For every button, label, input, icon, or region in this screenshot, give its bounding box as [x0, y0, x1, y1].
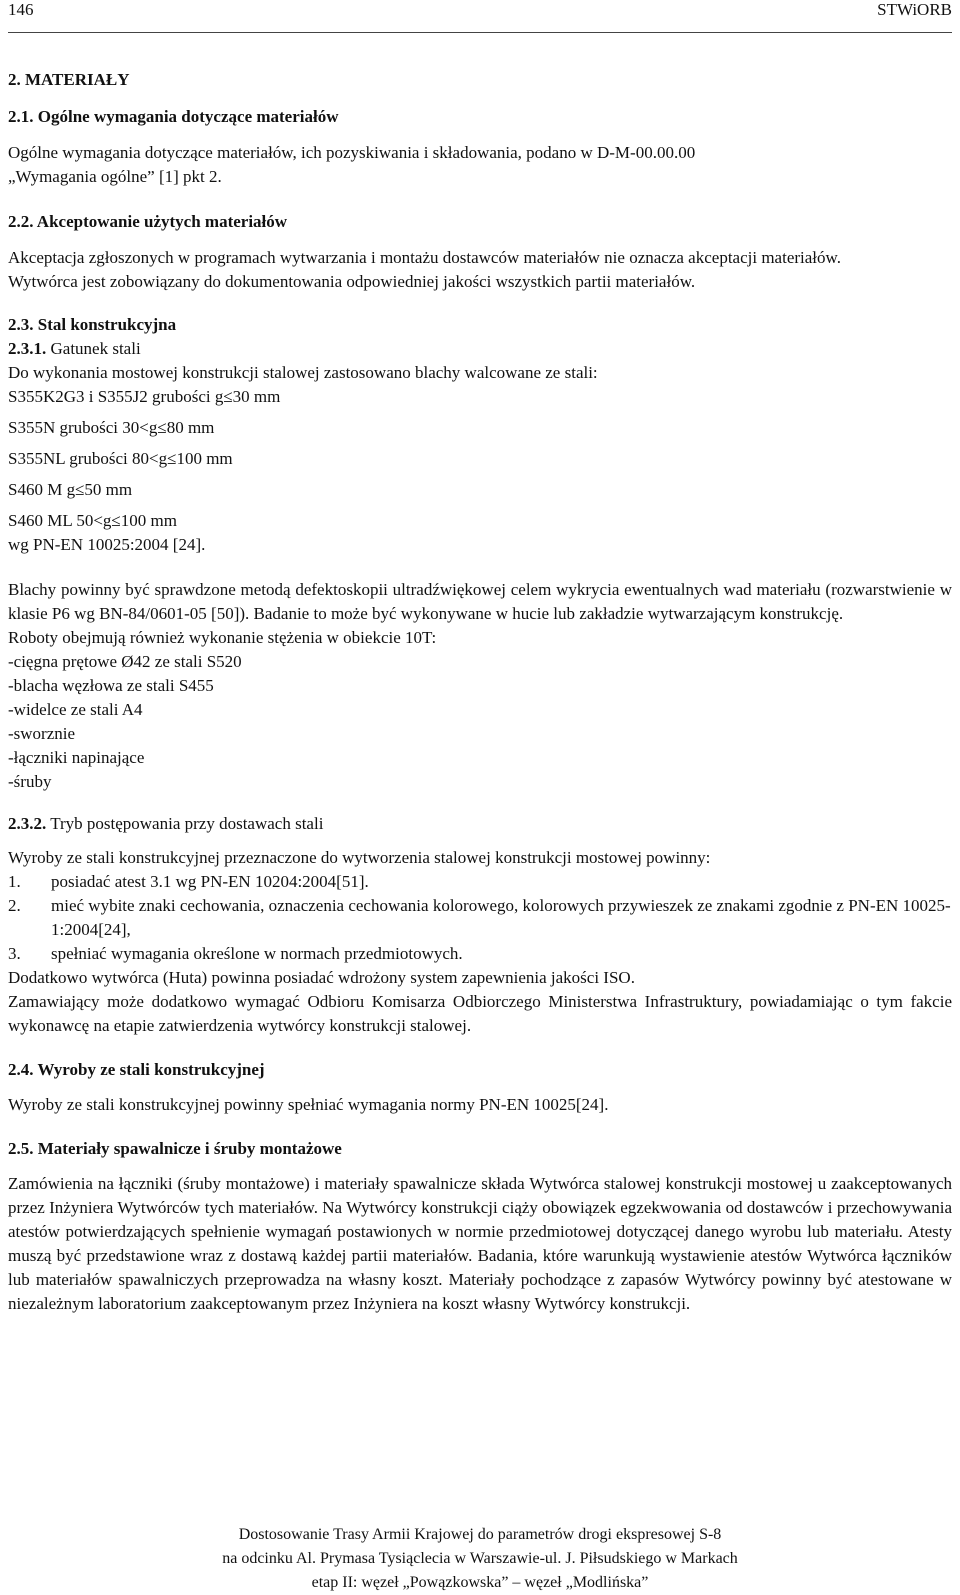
paragraph-general-requirements-ref: „Wymagania ogólne” [1] pkt 2. [8, 167, 222, 186]
section-heading-2: 2. MATERIAŁY [8, 70, 130, 89]
subsection-title: Tryb postępowania przy dostawach stali [50, 814, 324, 833]
list-item-text: mieć wybite znaki cechowania, oznaczenia cechowania kolorowego, kolorowych przywieszek ze znakami zgodnie z PN-EN 10025-1:2004[24], [51, 896, 951, 939]
footer-line: Dostosowanie Trasy Armii Krajowej do parametrów drogi ekspresowej S-8 [238, 1526, 722, 1543]
list-item-text: spełniać wymagania określone w normach przedmiotowych. [51, 944, 463, 963]
paragraph-acceptance: Akceptacja zgłoszonych w programach wytwarzania i montażu dostawców materiałów nie oznacza akceptacji materiałów. [8, 248, 841, 267]
paragraph-iso-system: Dodatkowo wytwórca (Huta) powinna posiadać wdrożony system zapewnienia jakości ISO. [8, 968, 635, 987]
steel-standard-reference: wg PN-EN 10025:2004 [24]. [8, 535, 206, 554]
list-item-number: 3. [8, 944, 21, 963]
steel-grade-item: S355NL grubości 80<g≤100 mm [8, 449, 233, 468]
subsection-heading-2-3-2 [8, 812, 952, 836]
section-heading-2-1: 2.1. Ogólne wymagania dotyczące materiałów [8, 107, 339, 126]
bracing-item: -widelce ze stali A4 [8, 700, 143, 719]
list-item [8, 942, 952, 966]
page-header [8, 0, 952, 33]
paragraph-structural-steel-products: Wyroby ze stali konstrukcyjnej powinny spełniać wymagania normy PN-EN 10025[24]. [8, 1095, 609, 1114]
list-item-number: 2. [8, 896, 21, 915]
page-content [8, 68, 952, 1316]
section-heading-2-5: 2.5. Materiały spawalnicze i śruby montażowe [8, 1139, 342, 1158]
section-heading-2-3: 2.3. Stal konstrukcyjna [8, 315, 177, 334]
list-item [8, 894, 952, 942]
requirements-list [8, 870, 952, 966]
page-number: 146 [8, 0, 34, 19]
list-item-text: posiadać atest 3.1 wg PN-EN 10204:2004[51]. [51, 872, 369, 891]
footer-line: na odcinku Al. Prymasa Tysiąclecia w Warszawie-ul. J. Piłsudskiego w Markach [222, 1550, 738, 1567]
paragraph-steel-intro: Do wykonania mostowej konstrukcji stalowej zastosowano blachy walcowane ze stali: [8, 363, 598, 382]
section-heading-2-4: 2.4. Wyroby ze stali konstrukcyjnej [8, 1060, 265, 1079]
paragraph-welding-materials: Zamówienia na łączniki (śruby montażowe) i materiały spawalnicze składa Wytwórca stalowej konstrukcji mostowej u zaakceptowanych przez Inżyniera Wytwórców tych materiałów. Na Wytwórcy konstrukcji ciąży obowiązek egzekwowania od dostawców i przechowywania atestów potwierdzających spełnienie wymagań postawionych w normie przedmiotowej dotyczącej danego wyrobu lub materiału. Atesty muszą być przedstawione wraz z dostawą każdej partii materiałów. Badania, które warunkują wystawienie atestów Wytwórca łączników lub materiałów spawalniczych przeprowadza na własny koszt. Materiały pochodzące z zapasów Wytwórcy powinny być atestowane w niezależnym laboratorium zaakceptowanym przez Inżyniera na koszt własny Wytwórcy konstrukcji. [8, 1174, 952, 1313]
footer-line: etap II: węzeł „Powązkowska” – węzeł „Modlińska” [311, 1574, 649, 1591]
subsection-heading-2-3-1 [8, 337, 952, 361]
subsection-title: Gatunek stali [50, 339, 141, 358]
paragraph-ultrasonic-testing: Blachy powinny być sprawdzone metodą defektoskopii ultradźwiękowej celem wykrycia ewentualnych wad materiału (rozwarstwienie w klasie P6 wg BN-84/0601-05 [50]). Badanie to może być wykonywane w hucie lub zakładzie wytwarzającym konstrukcję. [8, 580, 952, 623]
page-footer [0, 1523, 960, 1595]
steel-grade-item: S460 M g≤50 mm [8, 480, 133, 499]
steel-grade-item: S355N grubości 30<g≤80 mm [8, 418, 215, 437]
steel-grade-item: S355K2G3 i S355J2 grubości g≤30 mm [8, 387, 281, 406]
section-heading-2-2: 2.2. Akceptowanie użytych materiałów [8, 212, 288, 231]
paragraph-bracing-works: Roboty obejmują również wykonanie stężenia w obiekcie 10T: [8, 628, 437, 647]
list-item [8, 870, 952, 894]
list-item-number: 1. [8, 872, 21, 891]
steel-grade-item: S460 ML 50<g≤100 mm [8, 511, 177, 530]
subsection-number: 2.3.2. [8, 814, 47, 833]
paragraph-steel-products-requirements: Wyroby ze stali konstrukcyjnej przeznaczone do wytworzenia stalowej konstrukcji mostowej powinny: [8, 848, 711, 867]
bracing-item: -łączniki napinające [8, 748, 145, 767]
paragraph-manufacturer-duty: Wytwórca jest zobowiązany do dokumentowania odpowiedniej jakości wszystkich partii materiałów. [8, 272, 696, 291]
bracing-item: -cięgna prętowe Ø42 ze stali S520 [8, 652, 242, 671]
bracing-item: -blacha węzłowa ze stali S455 [8, 676, 214, 695]
paragraph-general-requirements: Ogólne wymagania dotyczące materiałów, ich pozyskiwania i składowania, podano w D-M-00.00.00 [8, 143, 696, 162]
paragraph-ministry-inspection: Zamawiający może dodatkowo wymagać Odbioru Komisarza Odbiorczego Ministerstwa Infrastruktury, powiadamiając o tym fakcie wykonawcę na etapie zatwierdzenia wytwórcy konstrukcji stalowej. [8, 992, 952, 1035]
subsection-number: 2.3.1. [8, 339, 47, 358]
bracing-item: -śruby [8, 772, 52, 791]
document-code: STWiORB [877, 0, 952, 19]
bracing-item: -sworznie [8, 724, 76, 743]
